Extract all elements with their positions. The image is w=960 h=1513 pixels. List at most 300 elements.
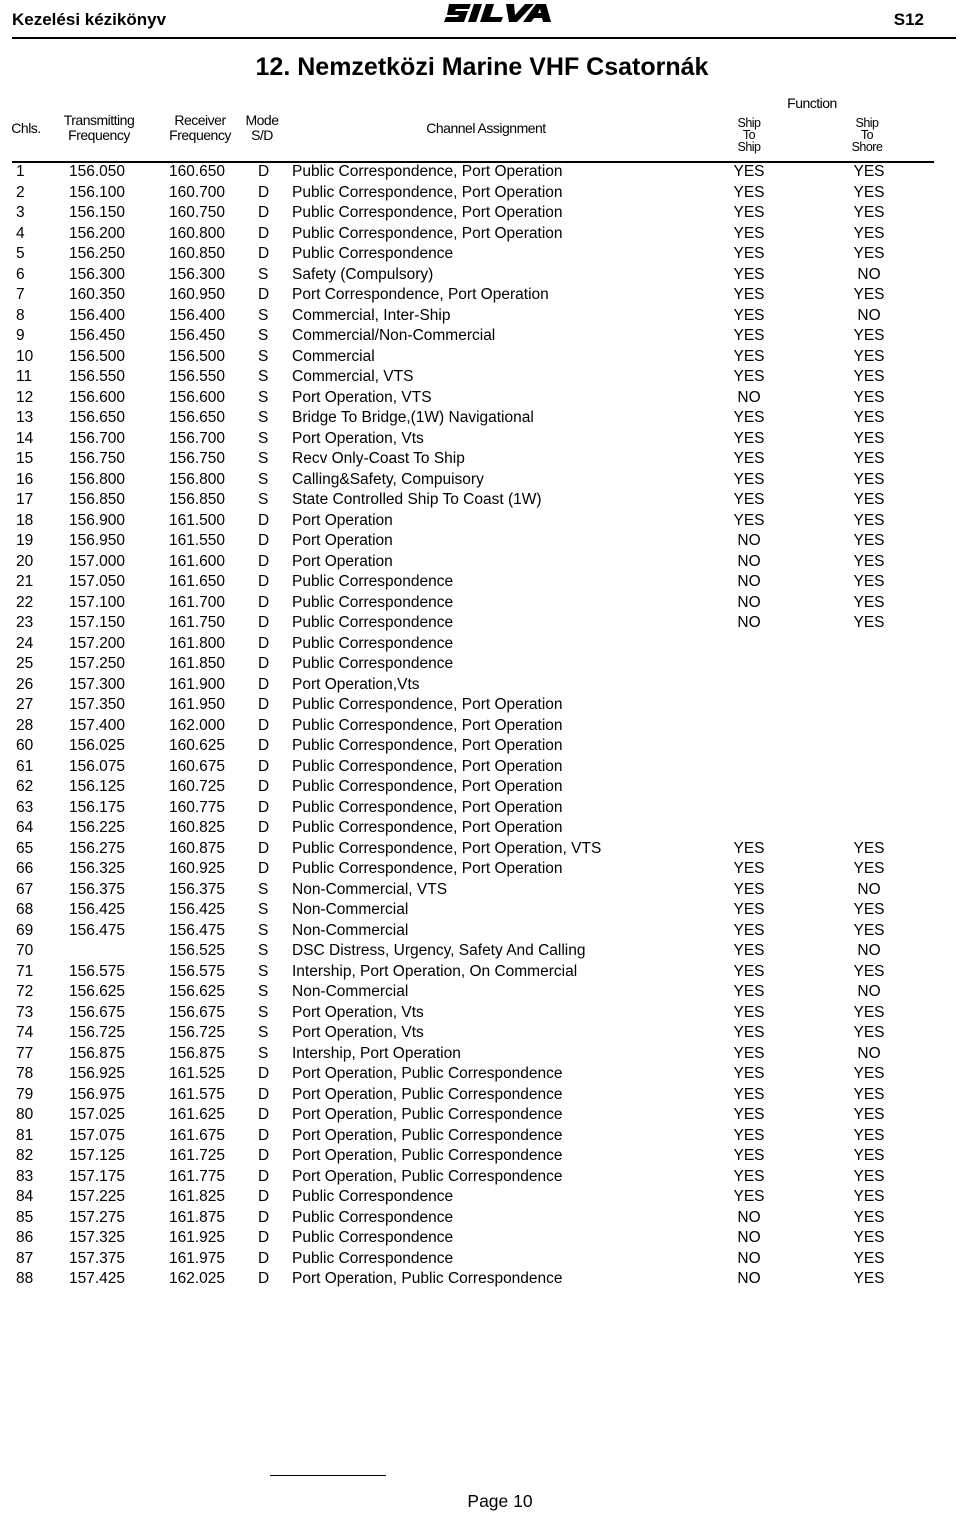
mode-cell: D [258, 224, 270, 242]
table-row [0, 1045, 960, 1066]
channel-assignment-cell: Port Operation, Public Correspondence [292, 1147, 563, 1164]
mode-cell: S [258, 470, 269, 488]
mode-cell: S [258, 388, 269, 406]
ship-to-ship-cell: YES [733, 839, 765, 857]
page-number: Page 10 [467, 1491, 533, 1511]
ship-to-ship-cell: YES [733, 347, 765, 365]
ship-to-shore-cell: YES [853, 1065, 885, 1082]
receive-frequency-cell: 156.475 [169, 921, 226, 939]
ship-to-ship-cell: NO [737, 1249, 761, 1267]
receive-frequency-cell: 161.725 [169, 1147, 226, 1164]
channel-number-cell: 28 [16, 716, 34, 734]
transmit-frequency-cell: 157.150 [69, 614, 126, 631]
channel-number-cell: 60 [16, 737, 34, 754]
receive-frequency-cell: 156.600 [169, 388, 226, 406]
ship-to-ship-cell: NO [737, 1229, 761, 1246]
ship-to-shore-cell: YES [853, 327, 885, 344]
channel-number-cell: 83 [16, 1167, 34, 1185]
ship-to-ship-cell: YES [733, 1003, 765, 1021]
transmit-frequency-cell: 156.675 [69, 1003, 126, 1021]
table-row [0, 348, 960, 369]
channel-assignment-cell: Port Operation [292, 532, 393, 549]
channel-assignment-cell: DSC Distress, Urgency, Safety And Calling [292, 942, 586, 959]
ship-to-ship-cell: YES [733, 1044, 765, 1062]
ship-to-shore-cell: NO [857, 1044, 881, 1062]
channel-assignment-cell: Public Correspondence [292, 573, 454, 590]
receive-frequency-cell: 156.875 [169, 1044, 226, 1062]
table-row [0, 840, 960, 861]
channel-assignment-cell: Public Correspondence [292, 593, 454, 611]
transmit-frequency-cell: 156.900 [69, 511, 126, 529]
channel-assignment-cell: Public Correspondence, Port Operation [292, 737, 563, 754]
channel-number-cell: 23 [16, 614, 34, 631]
receive-frequency-cell: 160.750 [169, 204, 226, 221]
channel-assignment-cell: Public Correspondence [292, 614, 454, 631]
receive-frequency-cell: 160.850 [169, 245, 226, 262]
ship-to-ship-cell: YES [733, 286, 765, 303]
mode-cell: D [258, 1106, 270, 1123]
receive-frequency-cell: 156.700 [169, 429, 226, 447]
mode-cell: S [258, 327, 269, 344]
transmit-frequency-cell: 156.550 [69, 368, 126, 385]
ship-to-shore-cell: YES [853, 163, 885, 180]
ship-to-ship-cell: YES [733, 1167, 765, 1185]
col-header-mode: Mode S/D [245, 112, 279, 143]
ship-to-ship-cell: YES [733, 962, 765, 980]
channel-number-cell: 87 [16, 1249, 34, 1267]
receive-frequency-cell: 162.025 [169, 1270, 226, 1287]
table-row [0, 1106, 960, 1127]
receive-frequency-cell: 161.975 [169, 1249, 226, 1267]
table-row [0, 327, 960, 348]
channel-number-cell: 4 [16, 224, 25, 242]
ship-to-shore-cell: YES [853, 409, 885, 426]
transmit-frequency-cell: 157.125 [69, 1147, 126, 1164]
ship-to-ship-cell: YES [733, 1126, 765, 1144]
channel-number-cell: 12 [16, 388, 34, 406]
receive-frequency-cell: 161.825 [169, 1188, 226, 1205]
transmit-frequency-cell: 156.800 [69, 470, 126, 488]
mode-cell: S [258, 450, 269, 467]
ship-to-shore-cell: NO [857, 983, 881, 1000]
receive-frequency-cell: 161.925 [169, 1229, 226, 1246]
ship-to-shore-cell: YES [853, 1167, 885, 1185]
transmit-frequency-cell: 156.425 [69, 901, 126, 918]
ship-to-shore-cell: NO [857, 306, 881, 324]
footer-divider [270, 1475, 386, 1476]
transmit-frequency-cell: 156.925 [69, 1065, 126, 1082]
mode-cell: D [258, 1085, 270, 1103]
transmit-frequency-cell: 157.075 [69, 1126, 126, 1144]
channel-number-cell: 16 [16, 470, 34, 488]
transmit-frequency-cell: 156.750 [69, 450, 126, 467]
channel-assignment-cell: Public Correspondence, Port Operation, VTS [292, 839, 602, 857]
receive-frequency-cell: 156.750 [169, 450, 226, 467]
mode-cell: D [258, 163, 270, 180]
channel-assignment-cell: Port Operation, Vts [292, 1024, 424, 1041]
ship-to-shore-cell: YES [853, 286, 885, 303]
ship-to-ship-cell: YES [733, 163, 765, 180]
channel-number-cell: 6 [16, 265, 25, 283]
table-row [0, 819, 960, 840]
table-row [0, 860, 960, 881]
table-row [0, 942, 960, 963]
ship-to-ship-cell: NO [737, 593, 761, 611]
ship-to-ship-cell: NO [737, 614, 761, 631]
table-row [0, 614, 960, 635]
channel-number-cell: 7 [16, 286, 25, 303]
mode-cell: D [258, 675, 270, 693]
ship-to-shore-cell: YES [853, 1126, 885, 1144]
mode-cell: D [258, 839, 270, 857]
channel-assignment-cell: Public Correspondence [292, 1188, 454, 1205]
ship-to-shore-cell: NO [857, 880, 881, 898]
channel-assignment-cell: Public Correspondence [292, 245, 454, 262]
receive-frequency-cell: 160.700 [169, 183, 226, 201]
silva-logo [443, 0, 565, 28]
mode-cell: D [258, 532, 270, 549]
channel-assignment-cell: Non-Commercial [292, 921, 409, 939]
mode-cell: S [258, 265, 269, 283]
mode-cell: D [258, 1249, 270, 1267]
table-row [0, 881, 960, 902]
receive-frequency-cell: 161.875 [169, 1208, 226, 1226]
channel-assignment-cell: Port Operation,Vts [292, 675, 420, 693]
channel-assignment-cell: Port Correspondence, Port Operation [292, 286, 549, 303]
header-divider [12, 37, 956, 39]
table-row [0, 1065, 960, 1086]
ship-to-ship-cell: YES [733, 470, 765, 488]
ship-to-ship-cell: NO [737, 1208, 761, 1226]
transmit-frequency-cell: 156.850 [69, 491, 126, 508]
channel-assignment-cell: Port Operation, Public Correspondence [292, 1126, 563, 1144]
mode-cell: D [258, 1229, 270, 1246]
channel-assignment-cell: Public Correspondence, Port Operation [292, 163, 563, 180]
mode-cell: D [258, 614, 270, 631]
channel-number-cell: 73 [16, 1003, 34, 1021]
transmit-frequency-cell: 156.875 [69, 1044, 126, 1062]
page-title: 12. Nemzetközi Marine VHF Csatornák [255, 53, 709, 81]
channel-number-cell: 22 [16, 593, 34, 611]
table-row [0, 430, 960, 451]
ship-to-shore-cell: YES [853, 1147, 885, 1164]
ship-to-ship-cell: YES [733, 224, 765, 242]
mode-cell: D [258, 593, 270, 611]
ship-to-shore-cell: YES [853, 962, 885, 980]
ship-to-ship-cell: YES [733, 1085, 765, 1103]
mode-cell: D [258, 757, 270, 775]
ship-to-shore-cell: YES [853, 1270, 885, 1287]
ship-to-ship-cell: YES [733, 265, 765, 283]
channel-assignment-cell: State Controlled Ship To Coast (1W) [292, 491, 542, 508]
ship-to-shore-cell: YES [853, 552, 885, 570]
mode-cell: S [258, 429, 269, 447]
receive-frequency-cell: 160.675 [169, 757, 226, 775]
channel-assignment-cell: Public Correspondence, Port Operation [292, 183, 563, 201]
receive-frequency-cell: 156.800 [169, 470, 226, 488]
channel-number-cell: 11 [16, 368, 33, 385]
mode-cell: S [258, 368, 269, 385]
receive-frequency-cell: 156.450 [169, 327, 226, 344]
table-row [0, 204, 960, 225]
ship-to-ship-cell: YES [733, 429, 765, 447]
table-row [0, 225, 960, 246]
mode-cell: D [258, 860, 270, 877]
ship-to-ship-cell: YES [733, 1188, 765, 1205]
transmit-frequency-cell: 156.500 [69, 347, 126, 365]
receive-frequency-cell: 160.725 [169, 778, 226, 795]
mode-cell: D [258, 634, 270, 652]
mode-cell: D [258, 573, 270, 590]
receive-frequency-cell: 161.750 [169, 614, 226, 631]
ship-to-shore-cell: YES [853, 1229, 885, 1246]
ship-to-shore-cell: YES [853, 1188, 885, 1205]
channel-number-cell: 63 [16, 798, 34, 816]
mode-cell: D [258, 1147, 270, 1164]
channel-assignment-cell: Public Correspondence, Port Operation [292, 819, 563, 836]
transmit-frequency-cell: 156.275 [69, 839, 126, 857]
channel-assignment-cell: Recv Only-Coast To Ship [292, 450, 465, 467]
table-row [0, 163, 960, 184]
transmit-frequency-cell: 156.025 [69, 737, 126, 754]
table-row [0, 1127, 960, 1148]
ship-to-shore-cell: YES [853, 1003, 885, 1021]
transmit-frequency-cell: 156.300 [69, 265, 126, 283]
ship-to-shore-cell: YES [853, 614, 885, 631]
ship-to-ship-cell: YES [733, 860, 765, 877]
col-header-ship-to-shore: Ship To Shore [851, 116, 883, 154]
receive-frequency-cell: 161.525 [169, 1065, 226, 1082]
transmit-frequency-cell: 156.450 [69, 327, 126, 344]
channel-assignment-cell: Public Correspondence, Port Operation [292, 757, 563, 775]
transmit-frequency-cell: 156.600 [69, 388, 126, 406]
table-row [0, 696, 960, 717]
mode-cell: D [258, 1126, 270, 1144]
transmit-frequency-cell: 157.025 [69, 1106, 126, 1123]
table-row [0, 635, 960, 656]
transmit-frequency-cell: 156.400 [69, 306, 126, 324]
ship-to-shore-cell: YES [853, 901, 885, 918]
ship-to-ship-cell: NO [737, 552, 761, 570]
transmit-frequency-cell: 156.475 [69, 921, 126, 939]
table-row [0, 901, 960, 922]
mode-cell: S [258, 409, 269, 426]
mode-cell: D [258, 1208, 270, 1226]
table-row [0, 409, 960, 430]
ship-to-ship-cell: YES [733, 183, 765, 201]
channel-number-cell: 24 [16, 634, 34, 652]
mode-cell: S [258, 1024, 269, 1041]
channel-number-cell: 88 [16, 1270, 34, 1287]
table-row [0, 184, 960, 205]
receive-frequency-cell: 156.425 [169, 901, 226, 918]
receive-frequency-cell: 156.725 [169, 1024, 226, 1041]
transmit-frequency-cell: 157.275 [69, 1208, 126, 1226]
ship-to-shore-cell: YES [853, 368, 885, 385]
transmit-frequency-cell: 156.375 [69, 880, 126, 898]
transmit-frequency-cell: 156.050 [69, 163, 126, 180]
transmit-frequency-cell: 156.625 [69, 983, 126, 1000]
receive-frequency-cell: 156.300 [169, 265, 226, 283]
receive-frequency-cell: 160.825 [169, 819, 226, 836]
receive-frequency-cell: 161.600 [169, 552, 226, 570]
channel-number-cell: 14 [16, 429, 34, 447]
ship-to-ship-cell: YES [733, 921, 765, 939]
ship-to-ship-cell: NO [737, 388, 761, 406]
channel-number-cell: 71 [16, 962, 34, 980]
receive-frequency-cell: 160.925 [169, 860, 226, 877]
mode-cell: S [258, 880, 269, 898]
mode-cell: D [258, 1065, 270, 1082]
receive-frequency-cell: 160.775 [169, 798, 226, 816]
transmit-frequency-cell: 157.175 [69, 1167, 126, 1185]
ship-to-shore-cell: YES [853, 491, 885, 508]
ship-to-ship-cell: YES [733, 880, 765, 898]
channel-assignment-cell: Calling&Safety, Compuisory [292, 470, 484, 488]
table-row [0, 573, 960, 594]
channel-number-cell: 61 [16, 757, 34, 775]
ship-to-shore-cell: YES [853, 183, 885, 201]
channel-number-cell: 5 [16, 245, 25, 262]
channel-assignment-cell: Commercial/Non-Commercial [292, 327, 496, 344]
ship-to-ship-cell: YES [733, 511, 765, 529]
table-row [0, 450, 960, 471]
channel-assignment-cell: Public Correspondence, Port Operation [292, 696, 563, 713]
channel-assignment-cell: Port Operation, Public Correspondence [292, 1106, 563, 1123]
channel-number-cell: 17 [16, 491, 34, 508]
receive-frequency-cell: 156.675 [169, 1003, 226, 1021]
ship-to-ship-cell: YES [733, 306, 765, 324]
table-row [0, 286, 960, 307]
transmit-frequency-cell: 157.200 [69, 634, 126, 652]
receive-frequency-cell: 161.575 [169, 1085, 226, 1103]
receive-frequency-cell: 160.800 [169, 224, 226, 242]
channel-number-cell: 15 [16, 450, 34, 467]
col-header-channel-assignment: Channel Assignment [426, 120, 546, 136]
channel-number-cell: 82 [16, 1147, 34, 1164]
mode-cell: D [258, 655, 270, 672]
channel-assignment-cell: Port Operation, Vts [292, 1003, 424, 1021]
receive-frequency-cell: 161.800 [169, 634, 226, 652]
ship-to-ship-cell: YES [733, 983, 765, 1000]
receive-frequency-cell: 156.400 [169, 306, 226, 324]
mode-cell: D [258, 1188, 270, 1205]
ship-to-shore-cell: YES [853, 450, 885, 467]
channel-number-cell: 1 [16, 163, 25, 180]
ship-to-shore-cell: YES [853, 470, 885, 488]
channel-number-cell: 26 [16, 675, 34, 693]
mode-cell: S [258, 921, 269, 939]
ship-to-shore-cell: YES [853, 245, 885, 262]
channel-number-cell: 18 [16, 511, 34, 529]
receive-frequency-cell: 156.850 [169, 491, 226, 508]
table-row [0, 655, 960, 676]
transmit-frequency-cell: 156.700 [69, 429, 126, 447]
receive-frequency-cell: 156.575 [169, 962, 226, 980]
ship-to-shore-cell: YES [853, 204, 885, 221]
channel-number-cell: 80 [16, 1106, 34, 1123]
mode-cell: S [258, 962, 269, 980]
table-row [0, 737, 960, 758]
receive-frequency-cell: 156.500 [169, 347, 226, 365]
channel-assignment-cell: Port Operation, VTS [292, 388, 432, 406]
channel-assignment-cell: Port Operation, Public Correspondence [292, 1065, 563, 1082]
receive-frequency-cell: 156.525 [169, 942, 226, 959]
ship-to-ship-cell: YES [733, 1147, 765, 1164]
table-row [0, 266, 960, 287]
mode-cell: D [258, 819, 270, 836]
mode-cell: S [258, 491, 269, 508]
transmit-frequency-cell: 156.100 [69, 183, 126, 201]
transmit-frequency-cell: 157.350 [69, 696, 126, 713]
ship-to-ship-cell: NO [737, 573, 761, 590]
channel-assignment-cell: Port Operation, Public Correspondence [292, 1167, 563, 1185]
receive-frequency-cell: 161.625 [169, 1106, 226, 1123]
channel-assignment-cell: Public Correspondence, Port Operation [292, 798, 563, 816]
channel-assignment-cell: Intership, Port Operation, On Commercial [292, 962, 578, 980]
channel-number-cell: 62 [16, 778, 34, 795]
transmit-frequency-cell: 156.575 [69, 962, 126, 980]
transmit-frequency-cell: 157.300 [69, 675, 126, 693]
mode-cell: D [258, 798, 270, 816]
ship-to-ship-cell: YES [733, 942, 765, 959]
table-row [0, 594, 960, 615]
mode-cell: S [258, 1003, 269, 1021]
transmit-frequency-cell: 160.350 [69, 286, 126, 303]
mode-cell: S [258, 901, 269, 918]
channel-number-cell: 78 [16, 1065, 34, 1082]
ship-to-ship-cell: YES [733, 409, 765, 426]
mode-cell: D [258, 286, 270, 303]
table-row [0, 1270, 960, 1291]
receive-frequency-cell: 161.675 [169, 1126, 226, 1144]
table-row [0, 1188, 960, 1209]
table-row [0, 1229, 960, 1250]
mode-cell: S [258, 1044, 269, 1062]
receive-frequency-cell: 156.375 [169, 880, 226, 898]
channel-number-cell: 20 [16, 552, 34, 570]
transmit-frequency-cell: 156.325 [69, 860, 126, 877]
receive-frequency-cell: 161.650 [169, 573, 226, 590]
channel-assignment-cell: Public Correspondence, Port Operation [292, 716, 563, 734]
ship-to-shore-cell: YES [853, 860, 885, 877]
channel-number-cell: 8 [16, 306, 25, 324]
ship-to-ship-cell: YES [733, 368, 765, 385]
channel-assignment-cell: Commercial [292, 347, 375, 365]
transmit-frequency-cell: 156.250 [69, 245, 126, 262]
receive-frequency-cell: 161.700 [169, 593, 226, 611]
channel-assignment-cell: Public Correspondence [292, 655, 454, 672]
table-row [0, 245, 960, 266]
mode-cell: D [258, 183, 270, 201]
receive-frequency-cell: 160.875 [169, 839, 226, 857]
transmit-frequency-cell: 157.325 [69, 1229, 126, 1246]
channel-assignment-cell: Public Correspondence, Port Operation [292, 778, 563, 795]
table-row [0, 963, 960, 984]
channel-assignment-cell: Public Correspondence, Port Operation [292, 224, 563, 242]
receive-frequency-cell: 162.000 [169, 716, 226, 734]
receive-frequency-cell: 161.775 [169, 1167, 226, 1185]
ship-to-ship-cell: YES [733, 450, 765, 467]
transmit-frequency-cell: 156.075 [69, 757, 126, 775]
channel-assignment-cell: Port Operation, Vts [292, 429, 424, 447]
col-header-ship-to-ship: Ship To Ship [737, 116, 761, 154]
channel-number-cell: 74 [16, 1024, 34, 1041]
mode-cell: D [258, 696, 270, 713]
receive-frequency-cell: 160.650 [169, 163, 226, 180]
table-row [0, 1147, 960, 1168]
channel-assignment-cell: Port Operation, Public Correspondence [292, 1085, 563, 1103]
